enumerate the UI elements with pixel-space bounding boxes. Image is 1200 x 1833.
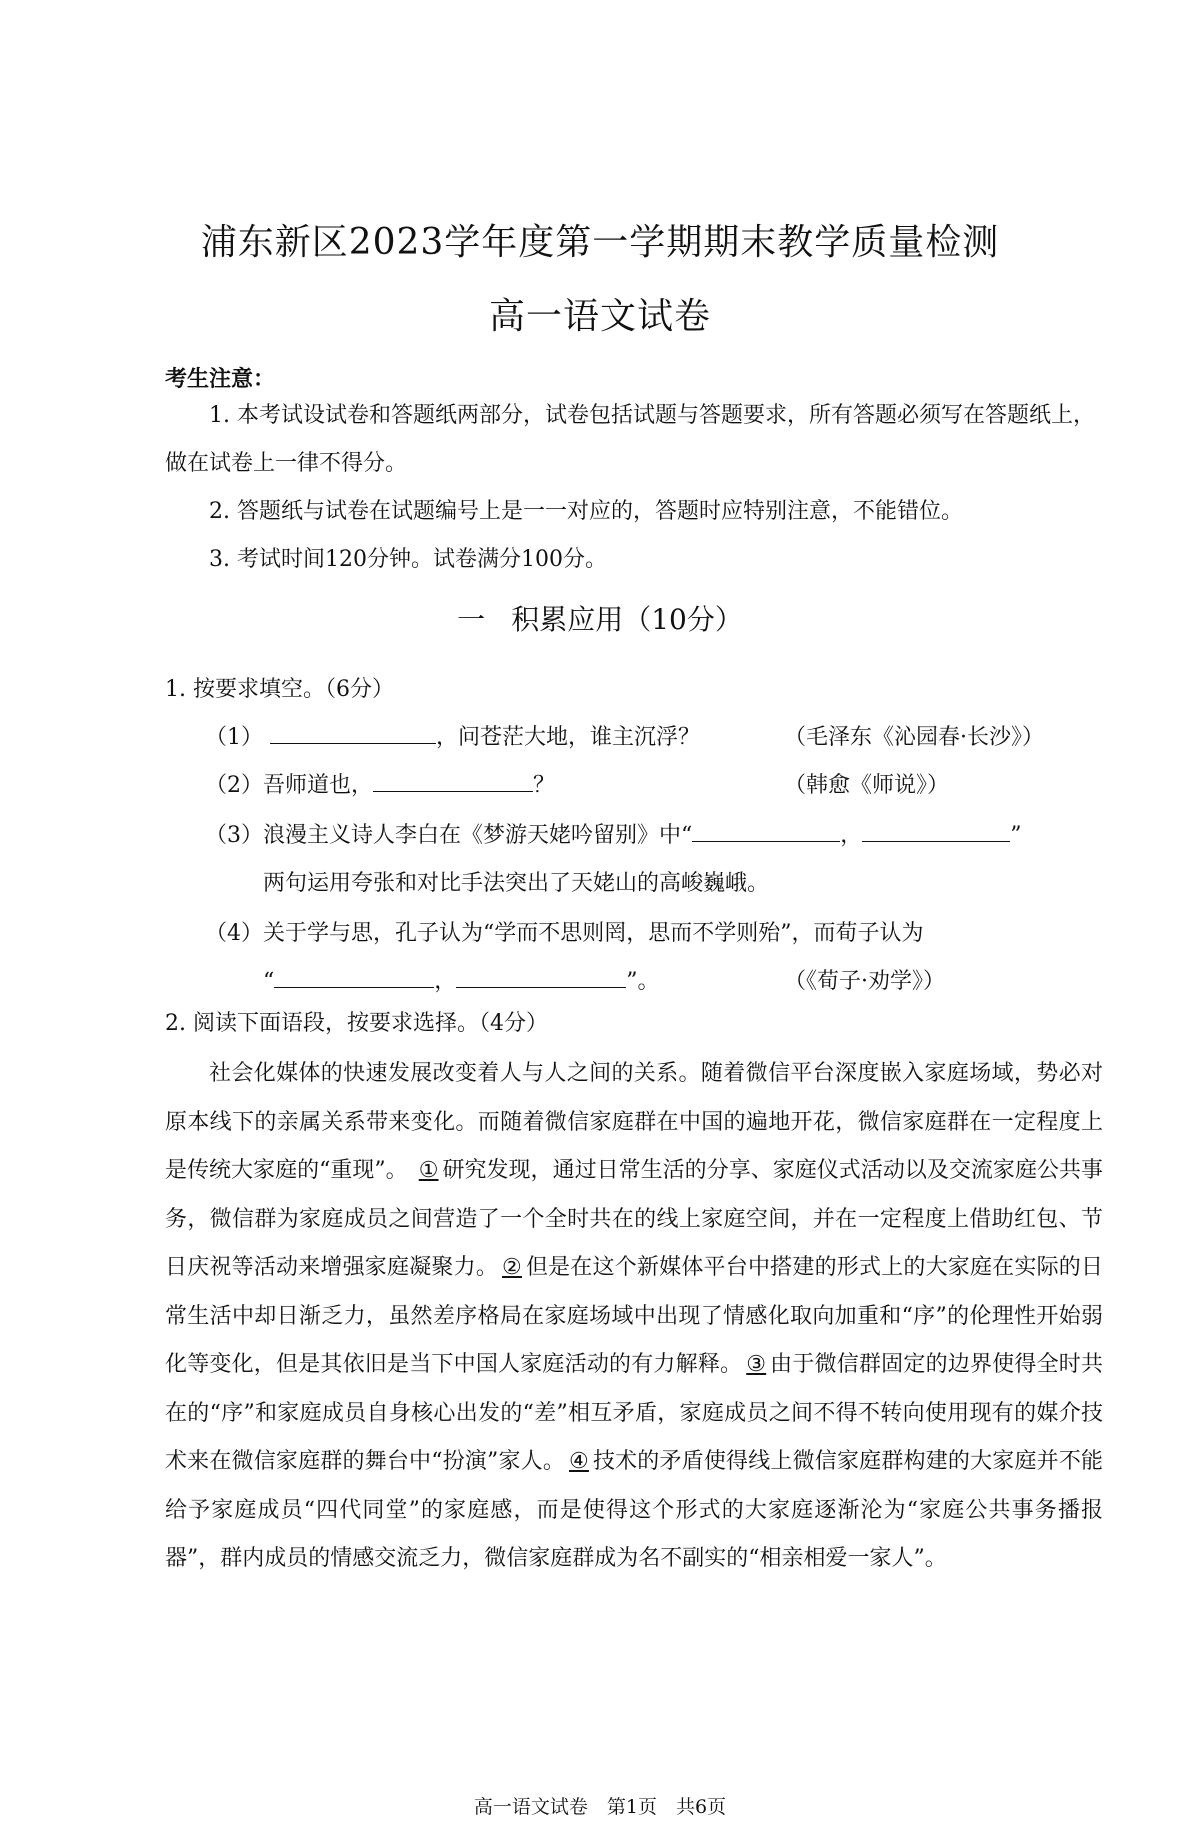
answer-blank (274, 965, 434, 988)
blank-marker-2: ② (502, 1255, 522, 1280)
q1-item-3-line2: 两句运用夸张和对比手法突出了天姥山的高峻巍峨。 (263, 871, 770, 896)
item-source: （毛泽东《沁园春·长沙》） (784, 725, 1044, 750)
item-sep: ， (840, 823, 863, 848)
item-source: （《荀子·劝学》） (784, 969, 945, 994)
section-title: 积累应用（10分） (511, 603, 743, 636)
answer-blank (270, 721, 436, 744)
item-text: 吾师道也， (263, 773, 374, 798)
item-text: 关于学与思，孔子认为“学而不思则罔，思而不学则殆”，而荀子认为 (263, 921, 924, 946)
q1-item-4-line2 (263, 964, 660, 995)
item-tail: ” (1010, 823, 1022, 848)
item-label: （4） (205, 921, 263, 946)
passage-text: 但是在这个新媒体平台中搭建的形式上的大家庭在实际的日常生活中却日渐乏力，虽然差序格局在家庭场域中出现了情感化取向加重和“序”的伦理性开始弱化等变化，但是其依旧是当下中国人家庭活动的有力解释。 (165, 1255, 1103, 1377)
exam-title: 浦东新区2023学年度第一学期期末教学质量检测 (200, 222, 1000, 263)
q1-item-1 (205, 720, 700, 751)
item-text: 浪漫主义诗人李白在《梦游天姥吟留别》中“ (263, 823, 693, 848)
answer-blank (373, 769, 533, 792)
q1-item-2 (205, 768, 555, 799)
page-footer: 高一语文试卷 第1页 共6页 (473, 1796, 727, 1818)
notice-list (165, 392, 1100, 584)
answer-blank (456, 965, 626, 988)
passage-text: 研究发现，通过日常生活的分享、家庭仪式活动以及交流家庭公共事务，微信群为家庭成员之间营造了一个全时共在的线上家庭空间，并在一定程度上借助红包、节日庆祝等活动来增强家庭凝聚力。 (165, 1158, 1103, 1280)
reading-passage (165, 1050, 1103, 1584)
section-heading (0, 598, 1200, 638)
q1-item-4 (205, 916, 924, 947)
item-tail: ”。 (626, 969, 660, 994)
q1-item-3 (205, 818, 1022, 849)
passage-text: 由于微信群固定的边界使得全时共在的“序”和家庭成员自身核心出发的“差”相互矛盾，家庭成员之间不得不转向使用现有的媒介技术来在微信家庭群的舞台中“扮演”家人。 (165, 1352, 1103, 1474)
item-label: （3） (205, 823, 263, 848)
section-number: 一 (457, 603, 486, 636)
item-sep: ， (434, 969, 457, 994)
passage-paragraph (165, 1050, 1103, 1584)
answer-blank (692, 819, 840, 842)
passage-text: 技术的矛盾使得线上微信家庭群构建的大家庭并不能给予家庭成员“四代同堂”的家庭感，而是使得这个形式的大家庭逐渐沦为“家庭公共事务播报器”，群内成员的情感交流乏力，微信家庭群成为名不副实的“相亲相爱一家人”。 (165, 1449, 1103, 1571)
notice-item: 2. 答题纸与试卷在试题编号上是一一对应的，答题时应特别注意，不能错位。 (209, 499, 963, 524)
item-tail: ？ (533, 773, 556, 798)
blank-marker-1: ① (418, 1158, 439, 1183)
question-1-stem: 1. 按要求填空。（6分） (165, 677, 394, 702)
item-text: ，问苍茫大地，谁主沉浮？ (436, 725, 701, 750)
item-label: （1） (205, 725, 263, 750)
answer-blank (862, 819, 1010, 842)
exam-subtitle: 高一语文试卷 (488, 296, 711, 337)
notice-heading: 考生注意： (165, 366, 276, 392)
item-label: （2） (205, 773, 263, 798)
item-open: “ (263, 969, 275, 994)
question-2-stem: 2. 阅读下面语段，按要求选择。（4分） (165, 1011, 548, 1036)
notice-item: 1. 本考试设试卷和答题纸两部分，试卷包括试题与答题要求，所有答题必须写在答题纸上，做在试卷上一律不得分。 (165, 403, 1095, 476)
blank-marker-4: ④ (569, 1449, 589, 1474)
notice-item: 3. 考试时间120分钟。试卷满分100分。 (209, 547, 607, 572)
blank-marker-3: ③ (746, 1352, 767, 1377)
item-source: （韩愈《师说》） (784, 773, 950, 798)
passage-text: 社会化媒体的快速发展改变着人与人之间的关系。随着微信平台深度嵌入家庭场域，势必对原本线下的亲属关系带来变化。而随着微信家庭群在中国的遍地开花，微信家庭群在一定程度上是传统大家庭的“重现”。 (165, 1061, 1103, 1183)
